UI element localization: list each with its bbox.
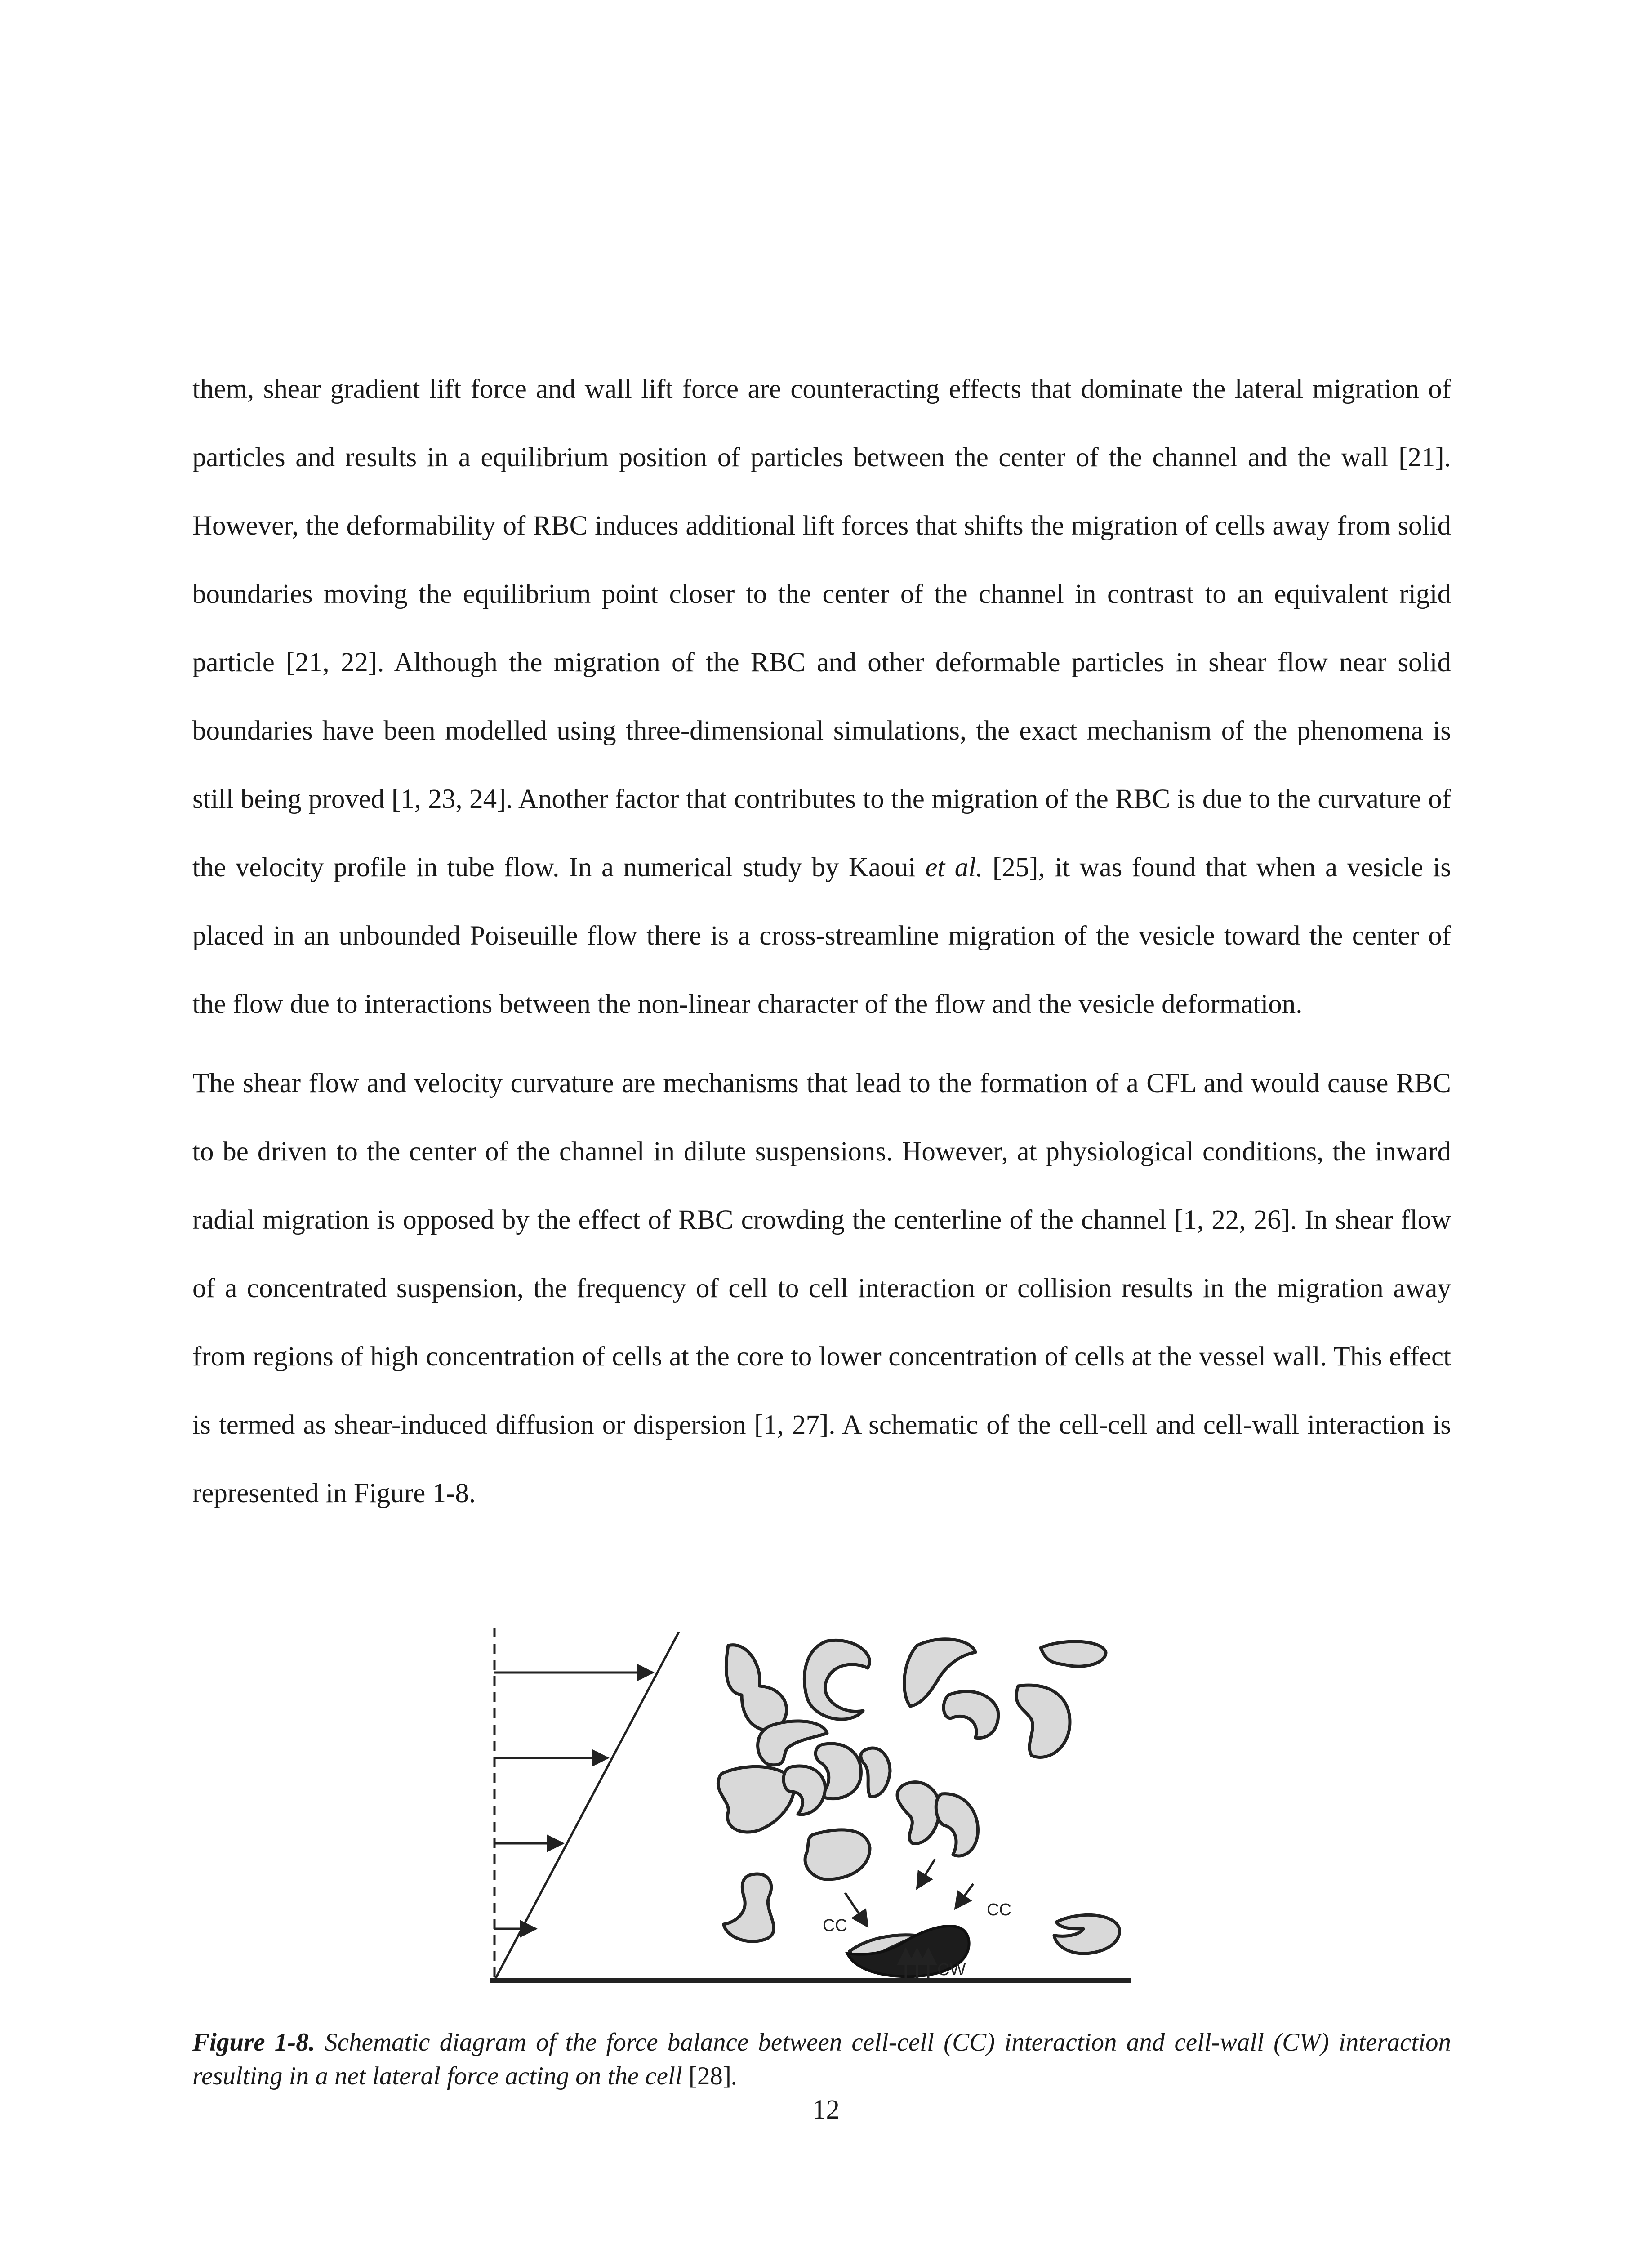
label-cc-left: CC (823, 1916, 847, 1935)
cc-arrow-left (845, 1893, 868, 1927)
rbc-cell (1041, 1641, 1106, 1666)
figure-caption-text: Schematic diagram of the force balance between cell-cell (CC) interaction and cell-wall (CW) interaction resulting in a net lateral force acting on the cell (192, 2028, 1451, 2090)
figure-1-8 (472, 1614, 1146, 2001)
paragraph-2-text: The shear flow and velocity curvature are mechanisms that lead to the formation of a CFL and would cause RBC to be driven to the center of the channel in dilute suspensions. However, at physiological conditions, the inward radial migration is opposed by the effect of RBC crowding the centerline of the channel [1, 22, 26]. In shear flow of a concentrated suspension, the frequency of cell to cell interaction or collision results in the migration away from regions of high concentration of cells at the core to lower concentration of cells at the vessel wall. This effect is termed as shear-induced diffusion or dispersion [1, 27]. A schematic of the cell-cell and cell-wall interaction is represented in Figure 1-8. (192, 1068, 1451, 1508)
rbc-cell (726, 1645, 786, 1731)
rbc-cell (1016, 1685, 1070, 1757)
rbc-cell (784, 1766, 825, 1815)
paragraph-2 (192, 1049, 1451, 1528)
cc-arrow-right (955, 1884, 973, 1909)
rbc-cell (805, 1830, 870, 1879)
label-cw: CW (937, 1960, 966, 1979)
figure-caption-label: Figure 1-8. (192, 2028, 315, 2056)
rbc-cell (944, 1691, 998, 1738)
rbc-cell (804, 1640, 869, 1719)
page-number: 12 (812, 2095, 840, 2125)
figure-caption (192, 2025, 1451, 2093)
body-text (192, 355, 1451, 1528)
paragraph-1-part-1: them, shear gradient lift force and wall lift force are counteracting effects that dominate the lateral migration of particles and results in a equilibrium position of particles between the center of the channel and the wall [21]. However, the deformability of RBC induces additional lift forces that shifts the migration of cells away from solid boundaries moving the equilibrium point closer to the center of the channel in contrast to an equivalent rigid particle [21, 22]. Although the migration of the RBC and other deformable particles in shear flow near solid boundaries have been modelled using three-dimensional simulations, the exact mechanism of the phenomena is still being proved [1, 23, 24]. Another factor that contributes to the migration of the RBC is due to the curvature of the velocity profile in tube flow. In a numerical study by Kaoui (192, 374, 1451, 883)
figure-1-8-diagram (472, 1614, 1146, 2001)
rbc-cell (936, 1794, 978, 1856)
figure-caption-end: . (731, 2062, 738, 2090)
paragraph-1-italic-et-al: et al. (925, 852, 983, 883)
cc-arrow-middle (917, 1859, 935, 1888)
paragraph-1 (192, 355, 1451, 1039)
rbc-cell (897, 1782, 940, 1844)
paragraph-1-part-2: [25], it was found that when a vesicle is placed in an unbounded Poiseuille flow there is a cross-streamline migration of the vesicle toward the center of the flow due to interactions between the non-linear character of the flow and the vesicle deformation. (192, 852, 1452, 1019)
label-cc-right: CC (987, 1900, 1011, 1919)
rbc-cell (724, 1874, 774, 1941)
figure-caption-reference: [28] (688, 2062, 731, 2090)
rbc-cell (1054, 1915, 1119, 1954)
rbc-cell (861, 1748, 890, 1797)
